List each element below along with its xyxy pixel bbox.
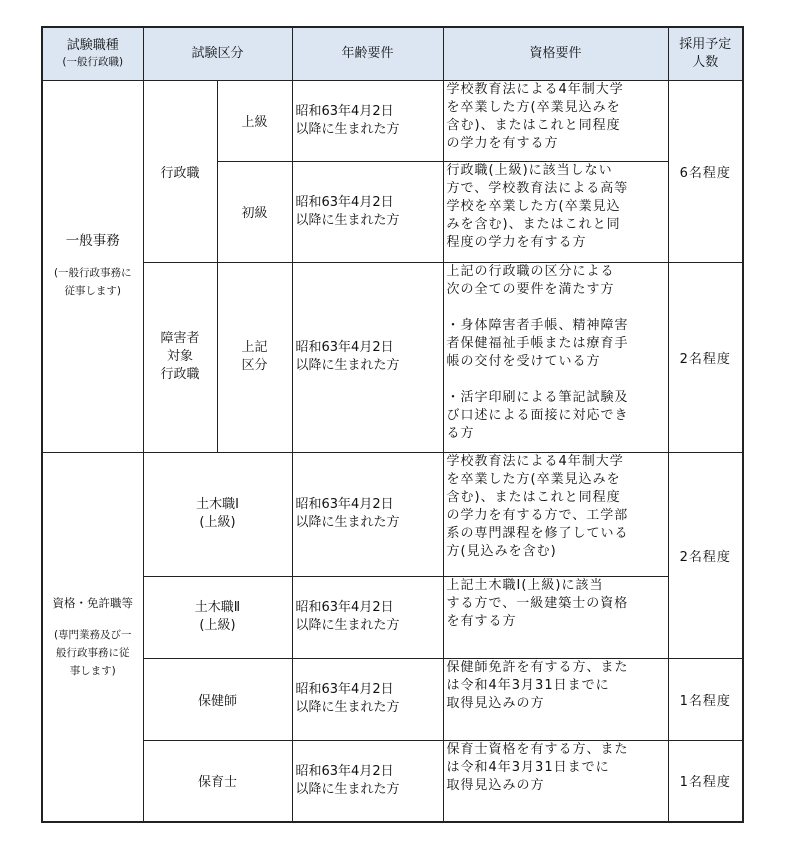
header-age: 年齢要件 [292,27,443,80]
header-count: 採用予定 人数 [668,27,743,80]
table-row [42,452,743,576]
division-civil-2: 土木職Ⅱ (上級) [143,576,292,658]
group-general [42,80,143,452]
hiring-count: 1名程度 [668,658,743,740]
group-general-name: 一般事務 [65,233,120,249]
table-row [42,658,743,740]
qualification-text: 学校教育法による4年制大学 を卒業した方(卒業見込みを 含む)、またはこれと同程度 の学力を有する方 [443,80,668,161]
qualification-text: 上記土木職Ⅰ(上級)に該当 する方で、一級建築士の資格 を有する方 [443,576,668,658]
age-requirement: 昭和63年4月2日 以降に生まれた方 [292,740,443,822]
hiring-count: 1名程度 [668,740,743,822]
hiring-count: 6名程度 [668,80,743,262]
division-disability: 障害者 対象 行政職 [143,262,217,452]
qualification-text: 上記の行政職の区分による 次の全ての要件を満たす方 ・身体障害者手帳、精神障害 者保健福祉手帳または療育手 帳の交付を受けている方 ・活字印刷による筆記試験及 び口述による面接に対応でき る方 [443,262,668,452]
qualification-text: 行政職(上級)に該当しない 方で、学校教育法による高等 学校を卒業した方(卒業見込 みを含む)、またはこれと同 程度の学力を有する方 [443,161,668,262]
division-public-health-nurse: 保健師 [143,658,292,740]
age-requirement: 昭和63年4月2日 以降に生まれた方 [292,262,443,452]
table-row [42,80,743,161]
table-row [42,262,743,452]
group-license [42,452,143,822]
sub-division-junior: 初級 [217,161,292,262]
sub-division-senior: 上級 [217,80,292,161]
qualification-text: 保育士資格を有する方、また は令和4年3月31日までに 取得見込みの方 [443,740,668,822]
division-civil-1: 土木職Ⅰ (上級) [143,452,292,576]
age-requirement: 昭和63年4月2日 以降に生まれた方 [292,161,443,262]
division-childcare-worker: 保育士 [143,740,292,822]
table-row [42,576,743,658]
hiring-count: 2名程度 [668,452,743,658]
header-qualification: 資格要件 [443,27,668,80]
table-row [42,740,743,822]
recruitment-table [41,26,744,823]
header-division: 試験区分 [143,27,292,80]
division-gyoseishoku: 行政職 [143,80,217,262]
group-license-name: 資格・免許職等 [52,595,133,610]
age-requirement: 昭和63年4月2日 以降に生まれた方 [292,576,443,658]
sub-division-above: 上記 区分 [217,262,292,452]
qualification-text: 学校教育法による4年制大学 を卒業した方(卒業見込みを 含む)、またはこれと同程度 の学力を有する方で、工学部 系の専門課程を修了している 方(見込みを含む) [443,452,668,576]
age-requirement: 昭和63年4月2日 以降に生まれた方 [292,80,443,161]
age-requirement: 昭和63年4月2日 以降に生まれた方 [292,658,443,740]
qualification-text: 保健師免許を有する方、また は令和4年3月31日までに 取得見込みの方 [443,658,668,740]
header-category-sub: (一般行政職) [62,55,124,68]
group-license-note: (専門業務及び一 般行政事務に従 事します) [53,628,132,677]
group-general-note: (一般行政事務に 従事します) [53,267,132,297]
age-requirement: 昭和63年4月2日 以降に生まれた方 [292,452,443,576]
hiring-count: 2名程度 [668,262,743,452]
header-category: 試験職種 (一般行政職) [42,27,143,80]
